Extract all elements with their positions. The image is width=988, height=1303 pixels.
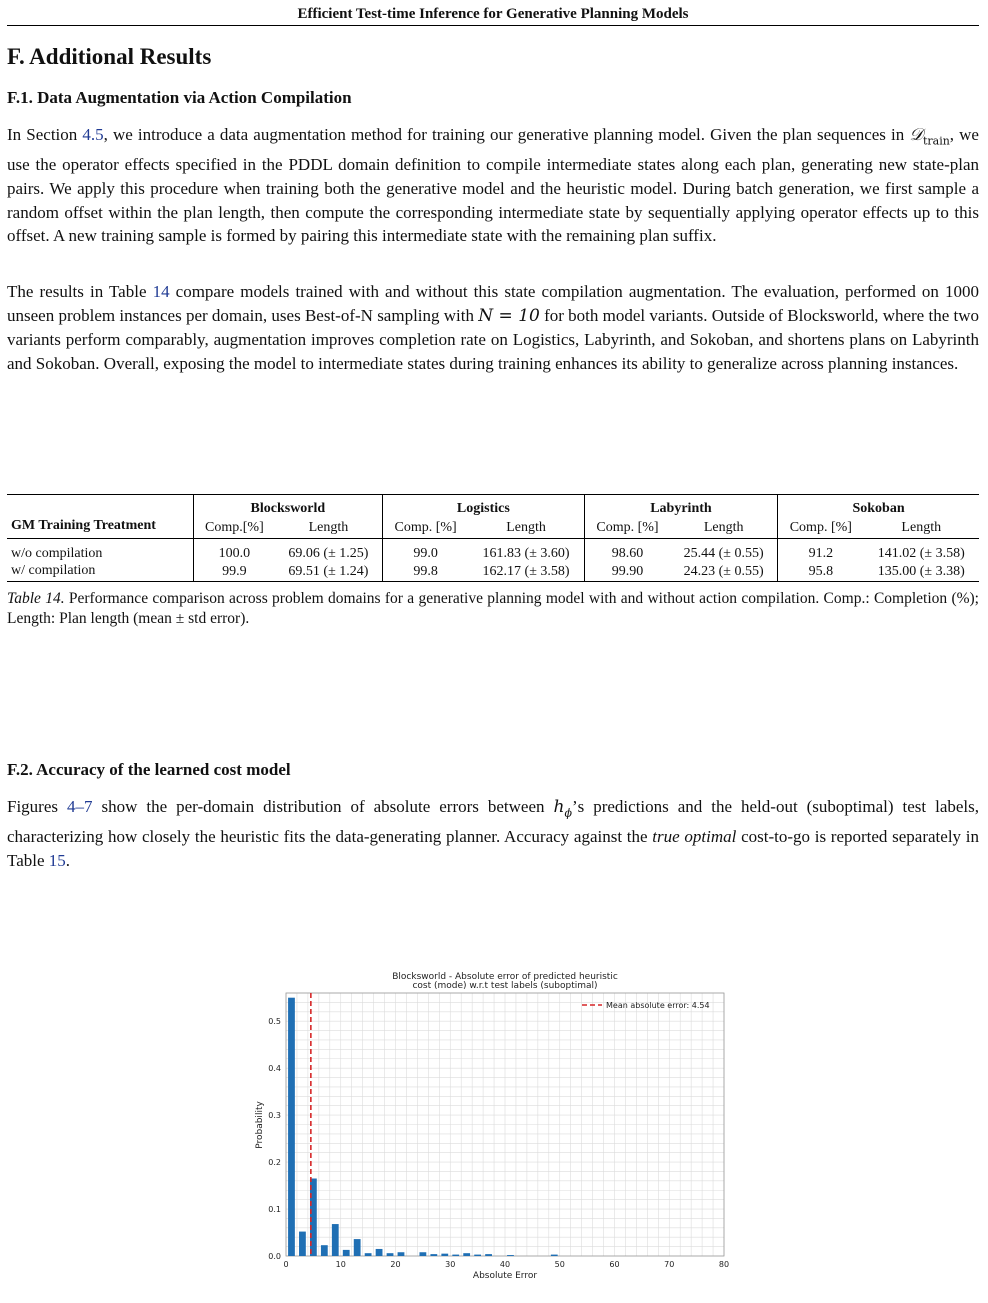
histogram-bar: [343, 1250, 350, 1256]
table-subheader-row: [7, 517, 979, 539]
x-tick-label: 10: [335, 1260, 346, 1269]
x-tick-label: 30: [445, 1260, 456, 1269]
histogram-bar: [376, 1249, 383, 1256]
math-h-phi: $h_\phi$: [553, 797, 572, 820]
text: The results in Table: [7, 282, 153, 301]
group-blocksworld: Blocksworld: [193, 495, 382, 518]
histogram-bar: [354, 1239, 361, 1256]
group-logistics: Logistics: [382, 495, 584, 518]
table-cell: 25.44 (± 0.55): [683, 546, 764, 561]
subsection-title-f2: F.2. Accuracy of the learned cost model: [7, 760, 291, 779]
histogram-bar: [430, 1254, 437, 1256]
running-head: Efficient Test-time Inference for Generative Planning Models: [297, 6, 689, 22]
histogram-bar: [507, 1255, 514, 1256]
table-cell: 135.00 (± 3.38): [877, 564, 965, 579]
chart-title-line1: Blocksworld - Absolute error of predicted heuristic: [392, 972, 618, 982]
y-tick-label: 0.3: [268, 1111, 281, 1121]
x-tick-label: 70: [664, 1260, 675, 1269]
chart-title-line2: cost (mode) w.r.t test labels (suboptimal): [412, 981, 598, 991]
paragraph-f1-2: [7, 280, 979, 376]
table-cell: 99.90: [584, 562, 670, 582]
table-caption: [7, 589, 979, 629]
table-cell: 99.0: [382, 539, 468, 563]
text: In Section: [7, 125, 83, 144]
x-axis-label: Absolute Error: [472, 1271, 538, 1281]
legend-label: Mean absolute error: 4.54: [606, 1001, 710, 1010]
y-tick-label: 0.0: [268, 1252, 281, 1261]
section-title: F. Additional Results: [7, 44, 212, 69]
x-tick-label: 60: [609, 1260, 620, 1269]
table-cell: 95.8: [778, 562, 864, 582]
histogram-bar: [387, 1253, 394, 1256]
histogram-bar: [485, 1254, 492, 1256]
chart-grid: [286, 993, 724, 1256]
table-ref-link[interactable]: 15: [48, 850, 66, 870]
y-tick-label: 0.2: [268, 1158, 281, 1168]
subheader: Comp.[%]: [193, 517, 275, 539]
table-cell: 100.0: [193, 539, 275, 563]
y-axis: [268, 1017, 281, 1261]
math-dtrain: 𝒟$_{train}$: [909, 125, 950, 148]
histogram-bar: [288, 998, 295, 1256]
histogram-bar: [321, 1245, 328, 1256]
x-tick-label: 0: [283, 1260, 289, 1269]
figure-ref-link[interactable]: 4: [66, 797, 76, 816]
y-axis-label: Probability: [255, 1101, 265, 1149]
table-cell: 99.8: [382, 562, 468, 582]
table-cell: 161.83 (± 3.60): [482, 546, 570, 561]
histogram-bar: [441, 1254, 448, 1256]
bar-series: [288, 998, 558, 1256]
table-row: [7, 539, 979, 563]
histogram-bar: [463, 1253, 470, 1256]
histogram-bar: [398, 1252, 405, 1256]
subheader: Comp. [%]: [382, 517, 468, 539]
subheader: Comp. [%]: [584, 517, 670, 539]
histogram-bar: [551, 1255, 558, 1256]
x-tick-label: 40: [499, 1260, 511, 1269]
text: , we introduce a data augmentation method for training our generative planning model. Given the plan sequences in: [103, 125, 910, 144]
y-tick-label: 0.5: [268, 1017, 281, 1027]
table-cell: 141.02 (± 3.58): [877, 546, 965, 561]
caption-label: Table 14.: [7, 590, 65, 607]
x-axis: [283, 1260, 729, 1269]
section-ref-link[interactable]: 4.5: [82, 125, 104, 144]
group-sokoban: Sokoban: [778, 495, 979, 518]
subsection-title-f1: F.1. Data Augmentation via Action Compilation: [7, 88, 352, 107]
subheader: Length: [506, 520, 546, 535]
table-cell: 98.60: [584, 539, 670, 563]
x-tick-label: 80: [718, 1260, 730, 1269]
table-cell: 69.51 (± 1.24): [288, 564, 369, 579]
histogram-bar: [419, 1252, 426, 1256]
histogram-bar: [474, 1255, 481, 1256]
text: for both model variants. Outside of Blocksworld, where the two variants perform comparably, augmentation improves completion rate on Logistics, Labyrinth, and Sokoban, and shortens plans on Labyrinth and Sokoban. Overall, exposing the model to intermediate states during training enhances its ability to generalize across planning instances.: [7, 305, 980, 374]
text: , we use the operator effects specified in the PDDL domain definition to compile intermediate states along each plan, generating new state-plan pairs. We apply this procedure when training both the generative model and the heuristic model. During batch generation, we first sample a random offset within the plan length, then compute the corresponding intermediate state by sequentially applying operator effects up to this offset. A new training sample is formed by pairing this intermediate state with the remaining plan suffix.: [7, 125, 979, 246]
table-row: [7, 562, 979, 582]
group-labyrinth: Labyrinth: [584, 495, 777, 518]
row-label: w/o compilation: [11, 546, 103, 561]
histogram-bar: [299, 1232, 306, 1256]
paragraph-f1-1: [7, 123, 979, 248]
table-cell: 162.17 (± 3.58): [482, 564, 570, 579]
y-tick-label: 0.4: [268, 1064, 281, 1074]
table-corner: [7, 495, 193, 518]
table-cell: 99.9: [193, 562, 275, 582]
paragraph-f2: Figures 4–7 show the per-domain distribution of absolute errors between $h_\phi’s$ predictions and the held-out (suboptimal) test labels, characterizing how closely the heuristic fits the data-generating planner. Accuracy against the true optimal cost-to-go is reported separately in Table 15.: [7, 797, 979, 870]
emphasis: true optimal: [652, 827, 737, 847]
row-header: GM Training Treatment: [11, 518, 156, 533]
y-tick-label: 0.1: [268, 1205, 281, 1215]
subheader: Length: [308, 520, 349, 535]
x-tick-label: 20: [390, 1260, 401, 1269]
subheader: Comp. [%]: [778, 517, 864, 539]
text: compare models trained with and without this state compilation augmentation. The evaluation, performed on 1000 unseen problem instances per domain, uses Best-of-N sampling with: [7, 282, 980, 325]
figure-ref-link[interactable]: 7: [83, 797, 93, 816]
histogram-bar: [365, 1253, 372, 1256]
table-cell: 24.23 (± 0.55): [683, 564, 764, 579]
histogram-bar: [452, 1255, 459, 1256]
caption-text: Performance comparison across problem domains for a generative planning model with and without action compilation. Comp.: Completion (%); Length: Plan length (mean ± std error).: [7, 590, 979, 627]
figure-ref-dash: –: [75, 797, 84, 816]
table-cell: 91.2: [778, 539, 864, 563]
math-n: N = 10: [478, 305, 540, 326]
header-rule: [7, 25, 979, 26]
table-ref-link[interactable]: 14: [152, 282, 170, 301]
table-group-header-row: [7, 495, 979, 518]
histogram-bar: [332, 1224, 339, 1256]
error-histogram-chart: [240, 965, 750, 1285]
table-cell: 69.06 (± 1.25): [288, 546, 369, 561]
x-tick-label: 50: [554, 1260, 565, 1269]
subheader: Length: [703, 520, 744, 535]
subheader: Length: [901, 520, 942, 535]
row-label: w/ compilation: [11, 563, 96, 578]
results-table: [7, 494, 979, 582]
